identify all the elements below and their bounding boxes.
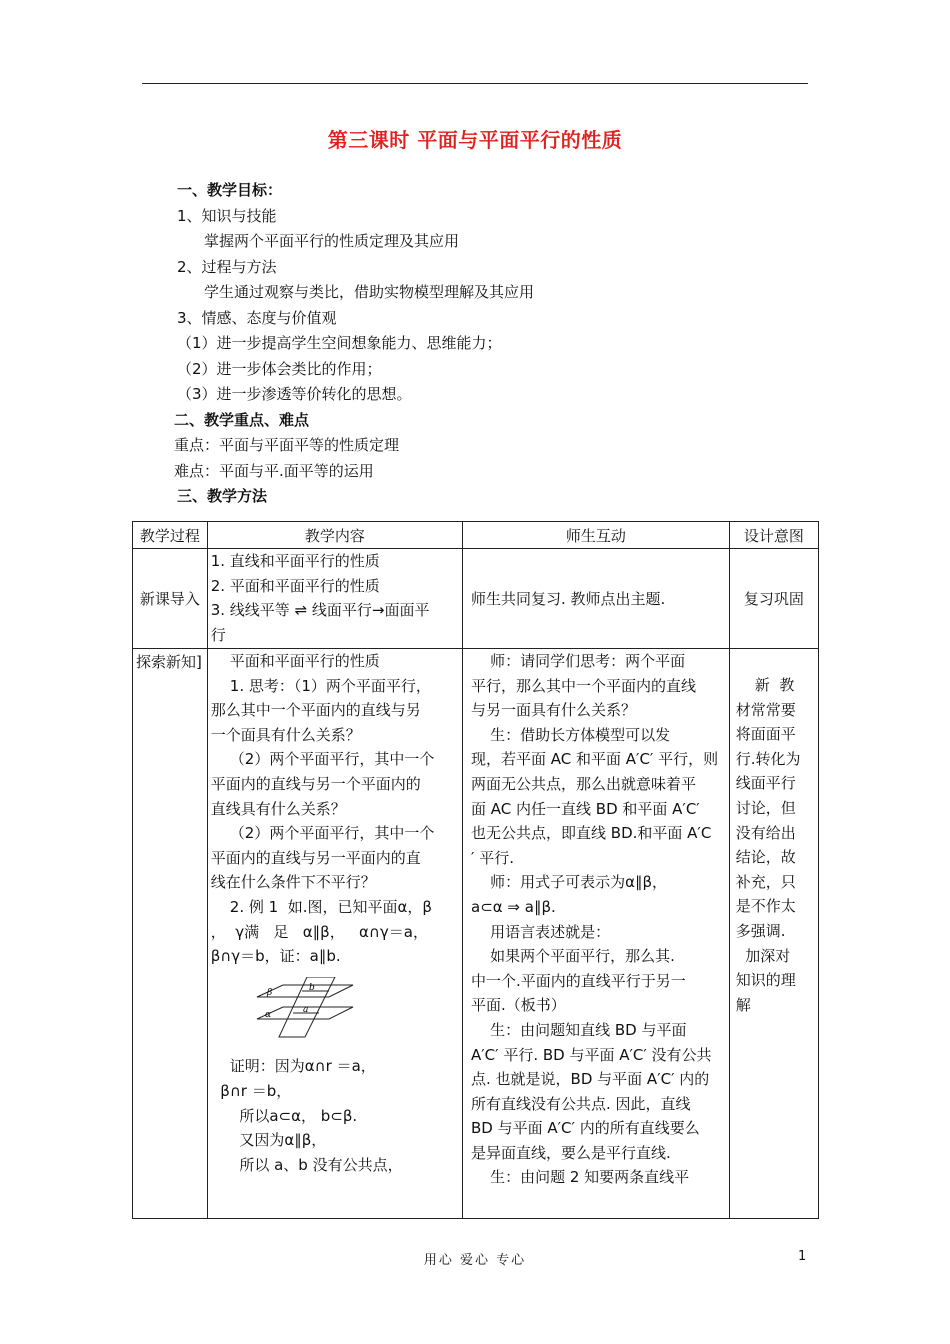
table-header-row — [133, 522, 819, 549]
interaction-line: 师：请同学们思考：两个平面 — [471, 652, 686, 670]
label-alpha: α — [264, 1009, 271, 1020]
interaction-line: 如果两个平面平行，那么其. — [471, 947, 675, 966]
content-line: 2. 平面和平面平行的性质 — [210, 576, 380, 595]
content-line: 行 — [210, 625, 226, 644]
intent-line: 讨论，但 — [735, 798, 796, 817]
interaction-cell — [463, 649, 730, 1219]
table-row — [133, 549, 819, 649]
content-line: ， γ满 足 α∥β， α∩γ＝a， — [210, 922, 428, 941]
table-row — [133, 649, 819, 1219]
header-cell: 教学内容 — [207, 522, 462, 549]
interaction-line: 两面无公共点，那么出就意味着平 — [471, 774, 697, 793]
interaction-line: 用语言表述就是： — [471, 922, 611, 941]
interaction-line: 师：用式子可表示为α∥β， — [471, 873, 668, 892]
intent-line: 解 — [735, 995, 751, 1014]
content-line: （2）两个平面平行，其中一个 — [210, 824, 435, 843]
content-line: 1. 思考：（1）两个平面平行， — [210, 676, 431, 695]
interaction-line: 平面.（板书） — [471, 996, 566, 1015]
interaction-line: 所有直线没有公共点. 因此，直线 — [471, 1094, 691, 1113]
content-line: 直线具有什么关系？ — [210, 799, 346, 818]
goal2-text: 学生通过观察与类比，借助实物模型理解及其应用 — [204, 283, 535, 301]
header-rule — [142, 83, 808, 84]
intent-line: 将面面平 — [735, 725, 796, 744]
content-line: β∩γ＝b，证：a∥b. — [210, 947, 341, 966]
goal1-text: 掌握两个平面平行的性质定理及其应用 — [204, 232, 460, 250]
interaction-line: BD 与平面 A′C′ 内的所有直线要么 — [471, 1119, 700, 1138]
content-line: 平面内的直线与另一个平面内的 — [210, 774, 421, 793]
interaction-line: 点. 也就是说，BD 与平面 A′C′ 内的 — [471, 1070, 710, 1089]
proof-line: 所以a⊂α， b⊂β. — [210, 1106, 358, 1125]
content-line: （2）两个平面平行，其中一个 — [210, 750, 435, 769]
header-cell: 教学过程 — [133, 522, 208, 549]
page-title: 第三课时 平面与平面平行的性质 — [327, 128, 623, 152]
intent-line: 知识的理 — [735, 971, 796, 990]
interaction-line: 与另一面具有什么关系？ — [471, 701, 637, 720]
goal1-heading: 1、知识与技能 — [177, 206, 277, 225]
content-cell — [207, 649, 462, 1219]
page-number: 1 — [798, 1249, 807, 1264]
difficulty-point: 难点：平面与平.面平等的运用 — [174, 461, 374, 480]
goal3-item: （3）进一步渗透等价转化的思想。 — [177, 385, 412, 403]
lesson-table — [132, 521, 819, 1219]
header-cell: 设计意图 — [729, 522, 818, 549]
content-line: 线在什么条件下不平行？ — [210, 873, 376, 892]
goal3-item: （1）进一步提高学生空间想象能力、思维能力； — [177, 334, 502, 352]
proof-line: β∩r ＝b， — [210, 1081, 292, 1100]
method-heading: 三、教学方法 — [177, 487, 268, 505]
interaction-line: 生：借助长方体模型可以发 — [471, 725, 671, 744]
interaction-line: 生：由问题知直线 BD 与平面 — [471, 1020, 687, 1039]
interaction-cell: 师生共同复习. 教师点出主题. — [463, 549, 730, 649]
interaction-line: 平行，那么其中一个平面内的直线 — [471, 676, 697, 695]
intent-line: 多强调. — [735, 921, 786, 940]
intent-line: 结论，故 — [735, 848, 796, 867]
interaction-line: 面 AC 内任一直线 BD 和平面 A′C′ — [471, 799, 700, 818]
intent-cell — [729, 649, 818, 1219]
content-line: 那么其中一个平面内的直线与另 — [210, 701, 421, 720]
intent-line: 行.转化为 — [735, 749, 801, 768]
page-footer: 用心 爱心 专心 — [423, 1253, 527, 1268]
intent-cell: 复习巩固 — [729, 549, 818, 649]
stage-cell: 探索新知] — [133, 649, 208, 1219]
content-line: 一个面具有什么关系？ — [210, 725, 361, 744]
intent-line: 是不作太 — [735, 897, 796, 916]
goal3-heading: 3、情感、态度与价值观 — [177, 308, 337, 327]
interaction-line: ′ 平行. — [471, 848, 514, 867]
proof-line: 所以 a、b 没有公共点， — [210, 1155, 403, 1174]
intersecting-planes-diagram — [245, 977, 355, 1039]
planes-figure — [245, 977, 459, 1047]
key-point: 重点：平面与平面平等的性质定理 — [174, 436, 400, 454]
interaction-line: 也无公共点，即直线 BD.和平面 A′C — [471, 824, 712, 843]
proof-line: 又因为α∥β， — [210, 1131, 327, 1150]
intent-line: 线面平行 — [735, 774, 796, 793]
stage-cell: 新课导入 — [133, 549, 208, 649]
interaction-line: a⊂α ⇒ a∥β. — [471, 897, 556, 916]
label-b: b — [308, 982, 315, 993]
body-sections — [174, 178, 817, 510]
content-line: 2. 例 1 如.图，已知平面α，β — [210, 897, 432, 916]
intent-line: 新 教 — [735, 676, 795, 694]
interaction-line: 中一个.平面内的直线平行于另一 — [471, 971, 686, 990]
label-beta: β — [266, 987, 272, 998]
interaction-line: 现，若平面 AC 和平面 A′C′ 平行，则 — [471, 750, 719, 769]
interaction-line: 生：由问题 2 知要两条直线平 — [471, 1168, 690, 1187]
goal3-item: （2）进一步体会类比的作用； — [177, 359, 382, 378]
label-a: a — [302, 1004, 309, 1015]
content-line: 3. 线线平等 ⇌ 线面平行→面面平 — [210, 601, 430, 620]
intent-line: 加深对 — [735, 946, 791, 965]
interaction-line: 是异面直线，要么是平行直线. — [471, 1143, 671, 1162]
content-line: 平面内的直线与另一平面内的直 — [210, 848, 421, 867]
interaction-line: A′C′ 平行. BD 与平面 A′C′ 没有公共 — [471, 1045, 712, 1064]
intent-line: 没有给出 — [735, 823, 796, 842]
content-line: 1. 直线和平面平行的性质 — [210, 552, 380, 570]
goals-heading: 一、教学目标： — [177, 181, 283, 199]
intent-line: 材常常要 — [735, 700, 796, 719]
content-cell — [207, 549, 462, 649]
intent-line: 补充，只 — [735, 872, 796, 891]
proof-line: 证明：因为α∩r ＝a， — [210, 1057, 376, 1076]
goal2-heading: 2、过程与方法 — [177, 257, 277, 276]
header-cell: 师生互动 — [463, 522, 730, 549]
content-line: 平面和平面平行的性质 — [210, 652, 380, 670]
key-heading: 二、教学重点、难点 — [174, 410, 310, 429]
